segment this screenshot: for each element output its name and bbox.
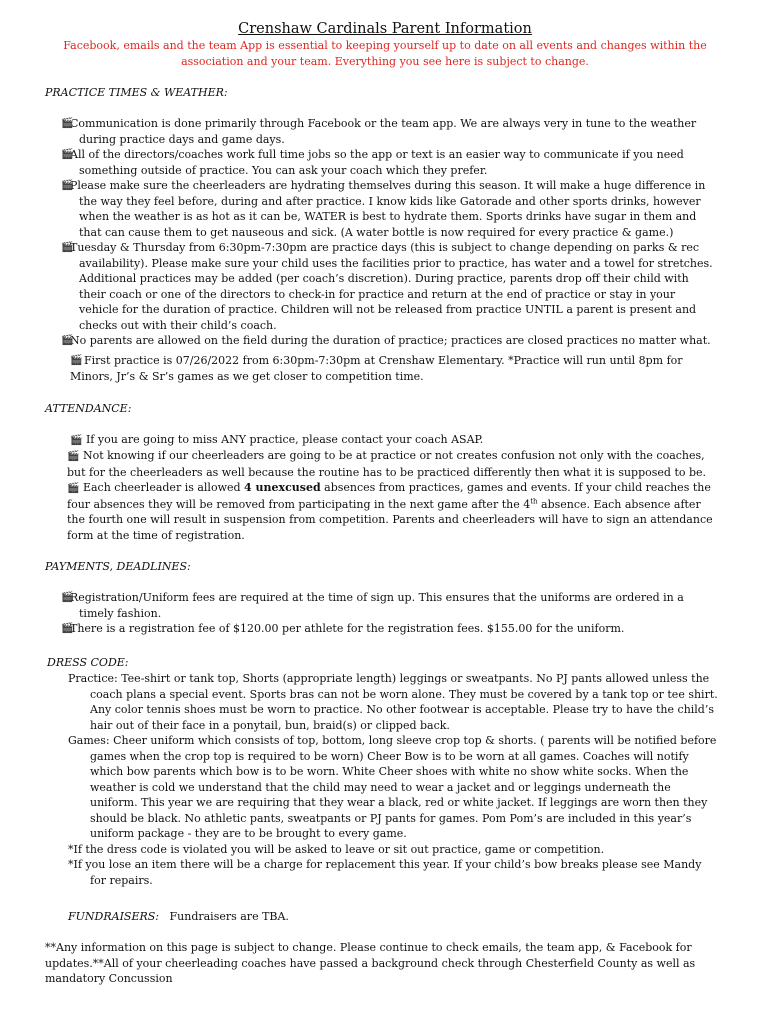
clapperboard-icon: 🎬 <box>70 355 83 366</box>
clapperboard-icon: 🎬 <box>61 118 74 129</box>
payments-list <box>61 590 715 637</box>
clapperboard-icon: 🎬 <box>61 149 74 160</box>
payment-item: 🎬 Registration/Uniform fees are required at the time of sign up. This ensures that the uniforms are ordered in a timely fashion. <box>61 591 684 620</box>
payment-item: 🎬 There is a registration fee of $120.00 per athlete for the registration fees. $155.00 for the uniform. <box>61 622 625 635</box>
practice-item: 🎬 All of the directors/coaches work full time jobs so the app or text is an easier way to communicate if you need something outside of practice. You can ask your coach which they prefer. <box>61 148 684 177</box>
dress-games: Games: Cheer uniform which consists of top, bottom, long sleeve crop top & shorts. ( parents will be notified before games when the crop top is required to be worn) Cheer Bow is to be worn at all games. Coaches will notify which bow parents which bow is to be worn. White Cheer shoes with white no show white socks. When the weather is cold we understand that the child may need to wear a jacket and or leggings underneath the uniform. This year we are requiring that they wear a black, red or white jacket. If leggings are worn then they should be black. No athletic pants, sweatpants or PJ pants for games. Pom Pom’s are included in this year’s uniform package - they are to be brought to every game. <box>68 734 717 840</box>
dress-code-body <box>68 671 718 888</box>
dress-note-violation: *If the dress code is violated you will be asked to leave or sit out practice, game or competition. <box>68 842 605 856</box>
page-title: Crenshaw Cardinals Parent Information <box>238 21 532 37</box>
dress-practice: Practice: Tee-shirt or tank top, Shorts (appropriate length) leggings or sweatpants. No PJ pants allowed unless the coach plans a special event. Sports bras can not be worn alone. They must be covered by a tank top or tee shirt. Any color tennis shoes must be worn to practice. No other footwear is acceptable. Please try to have the child’s hair out of their face in a ponytail, bun, braid(s) or clipped back. <box>68 672 718 732</box>
fundraisers-label: FUNDRAISERS: <box>68 910 160 923</box>
clapperboard-icon: 🎬 <box>61 335 74 346</box>
practice-item: 🎬 Communication is done primarily through Facebook or the team app. We are always very in tune to the weather during practice days and game days. <box>61 117 697 146</box>
fundraisers-line <box>68 909 718 925</box>
payments-heading: PAYMENTS, DEADLINES: <box>45 560 191 573</box>
clapperboard-icon: 🎬 <box>61 623 74 634</box>
attendance-item-1: 🎬 If you are going to miss ANY practice, please contact your coach ASAP. <box>70 433 484 446</box>
practice-item-first: 🎬 First practice is 07/26/2022 from 6:30pm-7:30pm at Crenshaw Elementary. *Practice will run until 8pm for Minors, Jr’s & Sr’s games as we get closer to competition time. <box>70 354 683 383</box>
attendance-heading: ATTENDANCE: <box>45 402 132 415</box>
clapperboard-icon: 🎬 <box>67 451 80 462</box>
practice-list <box>61 116 715 349</box>
dress-code-heading: DRESS CODE: <box>47 656 129 669</box>
clapperboard-icon: 🎬 <box>61 592 74 603</box>
practice-item: 🎬 Tuesday & Thursday from 6:30pm-7:30pm are practice days (this is subject to change depending on parks & rec availability). Please make sure your child uses the facilities prior to practice, has water and a towel for stretches. Additional practices may be added (per coach’s discretion). During practice, parents drop off their child with their coach or one of the directors to check-in for practice and return at the end of practice or stay in your vehicle for the duration of practice. Children will not be released from practice UNTIL a parent is present and checks out with their child’s coach. <box>61 241 713 332</box>
practice-item: 🎬 No parents are allowed on the field during the duration of practice; practices are closed practices no matter what. <box>61 334 711 347</box>
clapperboard-icon: 🎬 <box>61 242 74 253</box>
attendance-paragraph: 🎬 Not knowing if our cheerleaders are going to be at practice or not creates confusion not only with the coaches, but for the cheerleaders as well because the routine has to be practiced differently then what it is supposed to be. 🎬 Each cheerleader is allowed 4 unexcused absences from practices, games and events. If your child reaches the four absences they will be removed from participating in the next game after the 4th absence. Each absence after the fourth one will result in suspension from competition. Parents and cheerleaders will have to sign an attendance form at the time of registration. <box>67 449 713 542</box>
clapperboard-icon: 🎬 <box>70 435 83 446</box>
practice-item: 🎬 Please make sure the cheerleaders are hydrating themselves during this season. It will make a huge difference in the way they feel before, during and after practice. I know kids like Gatorade and other sports drinks, however when the weather is as hot as it can be, WATER is best to hydrate them. Sports drinks have sugar in them and that can cause them to get nauseous and sick. (A water bottle is now required for every practice & game.) <box>61 179 706 239</box>
clapperboard-icon: 🎬 <box>61 180 74 191</box>
clapperboard-icon: 🎬 <box>67 483 80 494</box>
footer-note: **Any information on this page is subject to change. Please continue to check emails, the team app, & Facebook for updates.**All of your cheerleading coaches have passed a background check through Chesterfield County as well as mandatory Concussion <box>45 941 696 985</box>
dress-note-replacement: *If you lose an item there will be a charge for replacement this year. If your child’s bow breaks please see Mandy for repairs. <box>68 858 702 887</box>
red-notice: Facebook, emails and the team App is essential to keeping yourself up to date on all events and changes within the association and your team. Everything you see here is subject to change. <box>63 39 707 68</box>
fundraisers-text: Fundraisers are TBA. <box>169 910 289 923</box>
practice-heading: PRACTICE TIMES & WEATHER: <box>45 86 228 99</box>
